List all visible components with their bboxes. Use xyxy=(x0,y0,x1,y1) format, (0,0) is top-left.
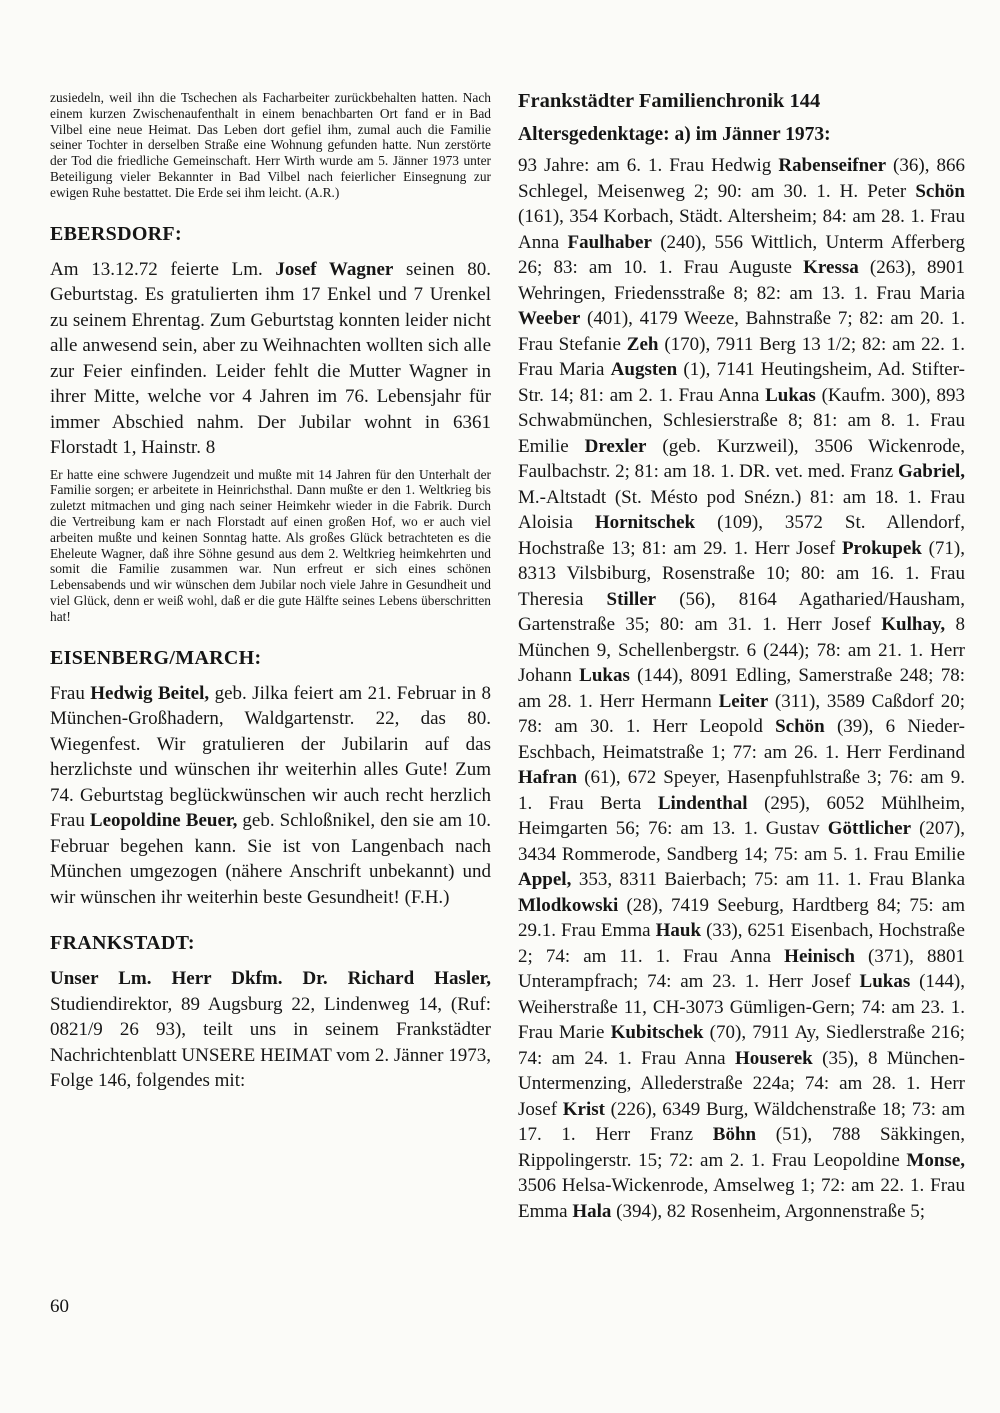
text-paragraph: Unser Lm. Herr Dkfm. Dr. Richard Hasler, Studiendirektor, 89 Augsburg 22, Lindenweg 14, (Ruf: 0821/9 26 93), teilt uns in seinem Frankstädter Nachrichtenblatt UNSERE HEIMAT vom 2. Jänner 1973, Folge 146, folgendes mit: xyxy=(50,968,491,1092)
left-column xyxy=(50,90,491,1230)
two-column-layout xyxy=(50,90,1000,1230)
section-heading: EISENBERG/MARCH: xyxy=(50,646,262,669)
section-heading: FRANKSTADT: xyxy=(50,932,195,955)
section-heading: Frankstädter Familienchronik 144 xyxy=(518,90,821,112)
text-paragraph: 93 Jahre: am 6. 1. Frau Hedwig Rabenseifner (36), 866 Schlegel, Meisenweg 2; 90: am 30. 1. H. Peter Schön (161), 354 Korbach, Städt. Altersheim; 84: am 28. 1. Frau Anna Faulhaber (240), 556 Wittlich, Unterm Afferberg 26; 83: am 10. 1. Frau Auguste Kressa (263), 8901 Wehringen, Friedensstraße 8; 82: am 13. 1. Frau Maria Weeber (401), 4179 Weeze, Bahnstraße 7; 82: am 20. 1. Frau Stefanie Zeh (170), 7911 Berg 13 1/2; 82: am 22. 1. Frau Maria Augsten (1), 7141 Heutingsheim, Ad. Stifter-Str. 14; 81: am 2. 1. Frau Anna Lukas (Kaufm. 300), 893 Schwabmünchen, Schlesierstraße 8; 81: am 8. 1. Frau Emilie Drexler (geb. Kurzweil), 3506 Wickenrode, Faulbachstr. 2; 81: am 18. 1. DR. vet. med. Franz Gabriel, M.-Altstadt (St. Mésto pod Snézn.) 81: am 18. 1. Frau Aloisia Hornitschek (109), 3572 St. Allendorf, Hochstraße 13; 81: am 29. 1. Herr Josef Prokupek (71), 8313 Vilsbiburg, Rosenstraße 10; 80: am 16. 1. Frau Theresia Stiller (56), 8164 Agatharied/Hausham, Gartenstraße 35; 80: am 31. 1. Herr Josef Kulhay, 8 München 9, Schellenbergstr. 6 (244); 78: am 21. 1. Herr Johann Lukas (144), 8091 Edling, Samerstraße 248; 78: am 28. 1. Herr Hermann Leiter (311), 3589 Caßdorf 20; 78: am 30. 1. Herr Leopold Schön (39), 6 Nieder-Eschbach, Heimatstraße 1; 77: am 26. 1. Herr Ferdinand Hafran (61), 672 Speyer, Hasenpfuhlstraße 3; 76: am 9. 1. Frau Berta Lindenthal (295), 6052 Mühlheim, Heimgarten 56; 76: am 13. 1. Gustav Göttlicher (207), 3434 Rommerode, Sandberg 14; 75: am 5. 1. Frau Emilie Appel, 353, 8311 Baierbach; 75: am 11. 1. Frau Blanka Mlodkowski (28), 7419 Seeburg, Hardtberg 84; 75: am 29.1. Frau Emma Hauk (33), 6251 Eisenbach, Hochstraße 2; 74: am 11. 1. Frau Anna Heinisch (371), 8801 Unterampfrach; 74: am 23. 1. Herr Josef Lukas (144), Weiherstraße 11, CH-3073 Gümligen-Gern; 74: am 23. 1. Frau Marie Kubitschek (70), 7911 Ay, Siedlerstraße 216; 74: am 24. 1. Frau Anna Houserek (35), 8 München-Untermenzing, Allederstraße 224a; 74: am 28. 1. Herr Josef Krist (226), 6349 Burg, Wäldchenstraße 18; 73: am 17. 1. Herr Franz Böhn (51), 788 Säkkingen, Rippolingerstr. 15; 72: am 2. 1. Frau Leopoldine Monse, 3506 Helsa-Wickenrode, Amselweg 1; 72: am 22. 1. Frau Emma Hala (394), 82 Rosenheim, Argonnenstraße 5; xyxy=(518,155,966,1222)
section-heading: EBERSDORF: xyxy=(50,222,182,245)
right-column xyxy=(518,90,965,1230)
text-paragraph: Er hatte eine schwere Jugendzeit und mußte mit 14 Jahren für den Unterhalt der Familie sorgen; er arbeitete in Heinrichsthal. Dann mußte er den 1. Weltkrieg bis zuletzt mitmachen und ging nach seiner Heimkehr wieder in die Fabrik. Durch die Vertreibung kam er nach Florstadt auf einen großen Hof, wo er auch viel arbeiten mußte und keinen Sonntag hatte. Als großes Glück betrachteten es die Eheleute Wagner, daß ihre Söhne gesund aus dem 2. Weltkrieg heimkehrten und somit die Familie zusammen war. Nun erfreut er sich eines schönen Lebensabends und wir wünschen dem Jubilar noch viele Jahre in Gesundheit und viel Glück, denn er weiß wohl, daß er die gute Hälfte seines Lebens überschritten hat! xyxy=(50,466,491,624)
section-heading: Altersgedenktage: a) im Jänner 1973: xyxy=(518,124,831,145)
text-paragraph: zusiedeln, weil ihn die Tschechen als Facharbeiter zurückbehalten hatten. Nach einem kurzen Zwischenaufenthalt in einem benachbarten Ort fand er in Bad Vilbel eine neue Heimat. Das Leben dort gefiel ihm, zumal auch die Familie seiner Tochter in derselben Straße eine Wohnung gefunden hatte. Nun zerstörte der Tod die friedliche Gemeinschaft. Herr Wirth wurde am 5. Jänner 1973 unter Beteiligung vieler Bekannter in Bad Vilbel nach feierlicher Einsegnung zur ewigen Ruhe bestattet. Die Erde sei ihm leicht. (A.R.) xyxy=(50,90,491,200)
text-paragraph: Am 13.12.72 feierte Lm. Josef Wagner seinen 80. Geburtstag. Es gratulierten ihm 17 Enkel und 7 Urenkel zu seinem Ehrentag. Zum Geburtstag konnten leider nicht alle anwesend sein, aber zu Weihnachten wollten sich alle zur Feier einfinden. Leider fehlt die Mutter Wagner in ihrer Mitte, welche vor 4 Jahren im 76. Lebensjahr für immer Abschied nahm. Der Jubilar wohnt in 6361 Florstadt 1, Hainstr. 8 xyxy=(50,258,491,459)
page-number: 60 xyxy=(50,1296,69,1317)
text-paragraph: Frau Hedwig Beitel, geb. Jilka feiert am 21. Februar in 8 München-Großhadern, Waldgartenstr. 22, das 80. Wiegenfest. Wir gratulieren der Jubilarin auf das herzlichste und wünschen ihr weiterhin alles Gute! Zum 74. Geburtstag beglückwünschen wir auch recht herzlich Frau Leopoldine Beuer, geb. Schloßnikel, den sie am 10. Februar begehen kann. Sie ist von Langenbach nach München umgezogen (nähere Anschrift unbekannt) und wir wünschen ihr weiterhin beste Gesundheit! (F.H.) xyxy=(50,682,492,908)
